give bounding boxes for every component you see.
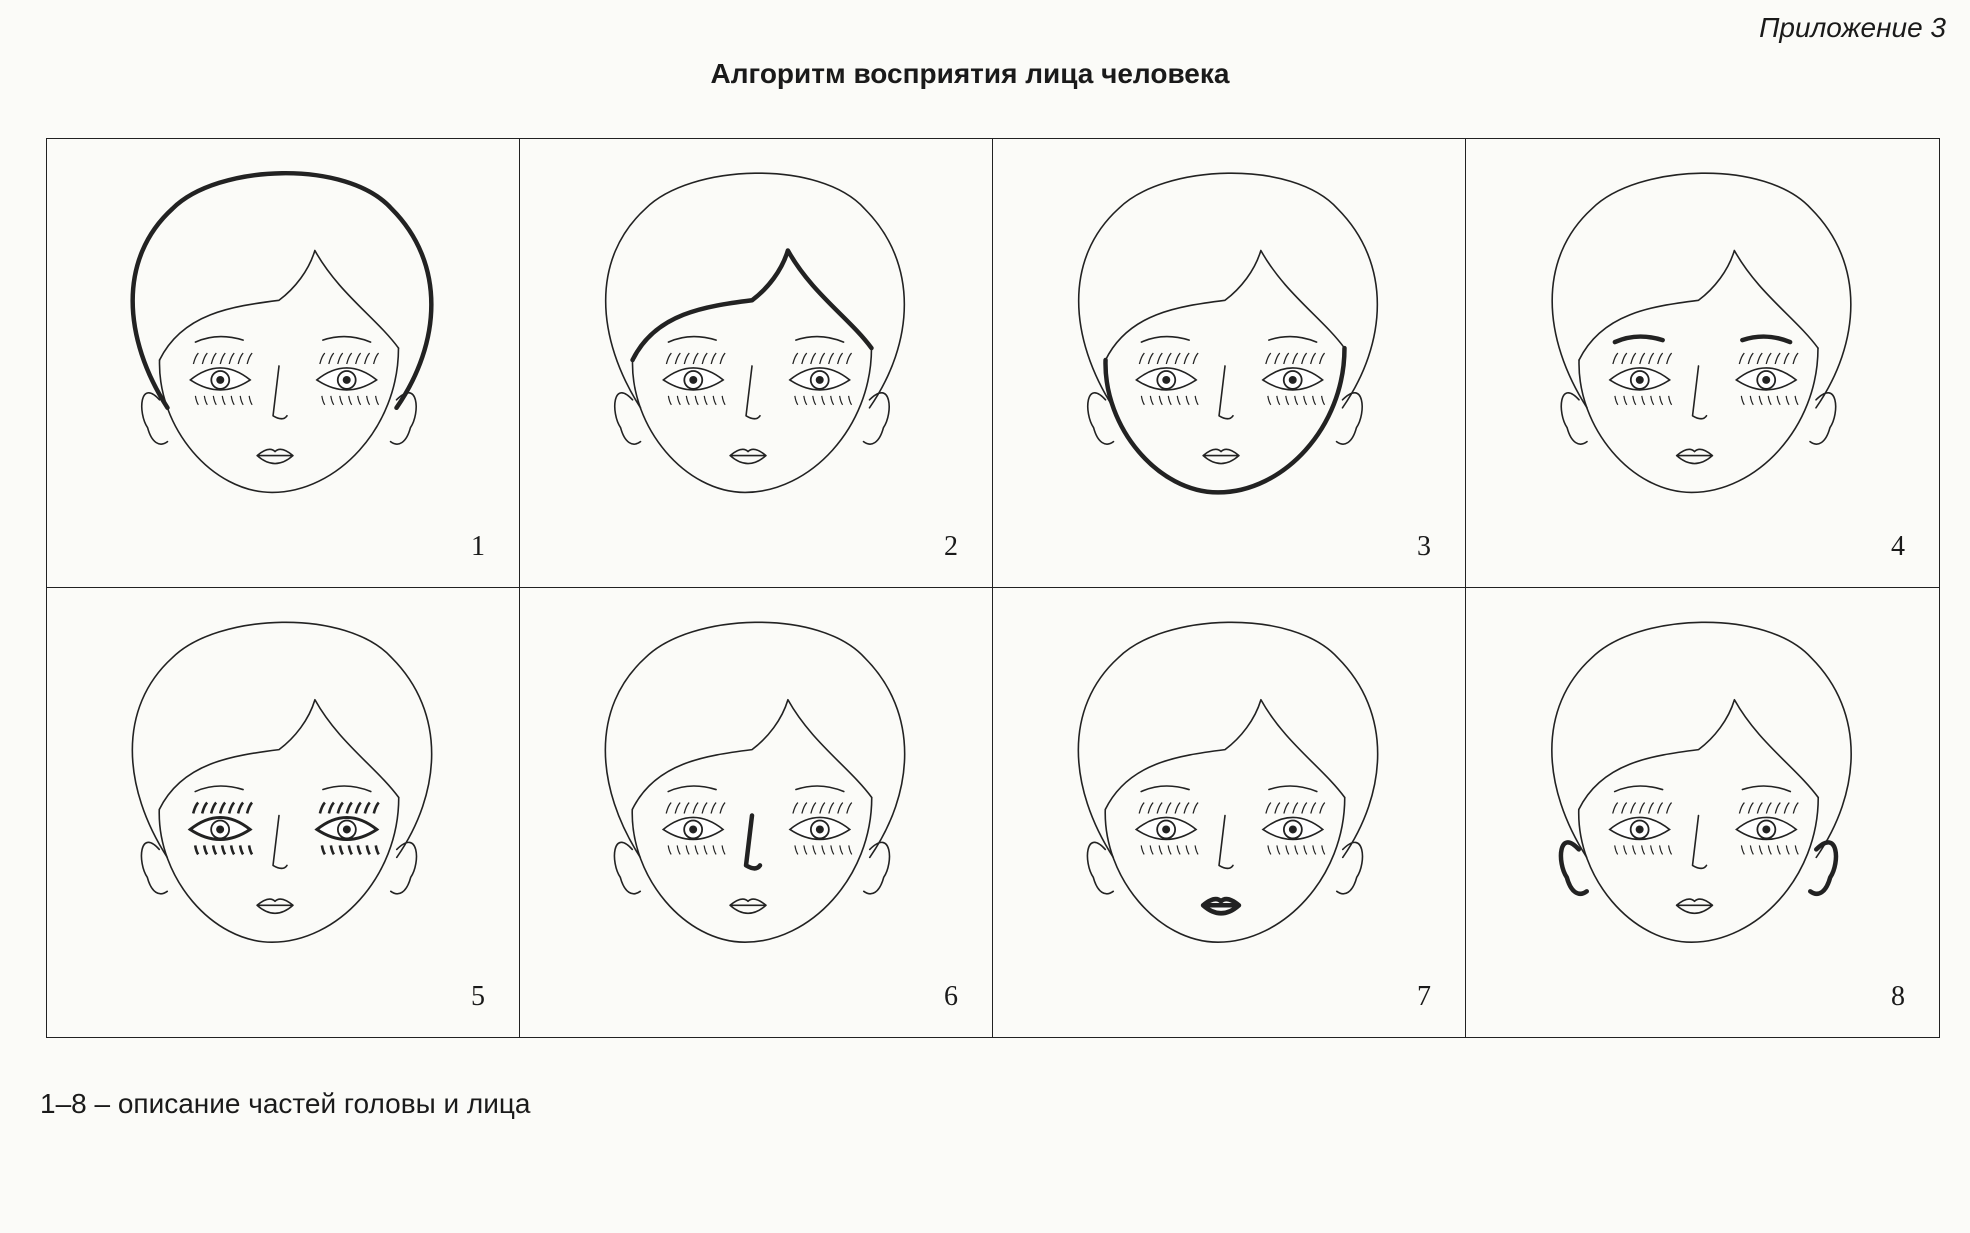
right-eye [317,803,379,855]
head-outline [133,173,432,408]
panel-3 [993,139,1466,588]
right-eye [790,803,852,855]
left-eyebrow [1141,786,1189,792]
nose [1219,366,1233,419]
right-eye [1736,353,1798,405]
head-outline [1079,173,1378,408]
nose [1219,815,1233,868]
left-eyebrow [668,337,716,343]
nose [273,815,287,868]
panel-8 [1466,588,1939,1037]
head-outline [1078,622,1377,857]
panel-4 [1466,139,1939,588]
left-eye [1136,803,1198,855]
left-eye [663,803,725,855]
right-eye [1263,803,1325,855]
nose [1693,366,1707,419]
left-eyebrow [668,786,716,792]
panel-1 [47,139,520,588]
head-outline [1552,173,1851,408]
left-eyebrow [1615,337,1663,343]
face-drawing [993,588,1465,1037]
hairline [1579,700,1818,810]
right-eye [1263,353,1325,405]
left-eyebrow [195,337,243,343]
right-ear [864,393,890,444]
panel-6 [520,588,993,1037]
left-eyebrow [1141,337,1189,343]
nose [746,815,760,868]
right-eyebrow [1742,786,1790,792]
panel-number: 6 [944,981,958,1012]
panel-number: 2 [944,531,958,562]
right-eye [790,353,852,405]
face-drawing [1466,139,1939,587]
page-title: Алгоритм восприятия лица человека [710,58,1230,89]
lips [257,449,293,463]
panel-7 [993,588,1466,1037]
head-outline [605,622,904,857]
left-eye [1610,803,1672,855]
right-eye [1736,803,1798,855]
nose [273,366,287,419]
hairline [632,700,871,810]
head-outline [1552,622,1851,857]
right-eyebrow [1269,786,1317,792]
left-eye [1136,353,1198,405]
panel-number: 8 [1891,981,1905,1012]
face-drawing [47,588,519,1037]
lips [730,449,766,463]
face-algorithm-grid [46,138,1940,1038]
panel-2 [520,139,993,588]
lips [1203,899,1239,913]
left-eye [190,353,252,405]
right-eyebrow [1269,337,1317,343]
panel-number: 3 [1417,531,1431,562]
right-ear [391,842,417,893]
head-outline [606,173,905,408]
left-eye [190,803,252,855]
face-drawing [520,139,992,587]
hairline [160,251,399,361]
right-ear [864,842,890,893]
face-drawing [1466,588,1939,1037]
right-eyebrow [796,786,844,792]
face-drawing [47,139,519,587]
right-eyebrow [1742,337,1790,343]
hairline [159,700,398,810]
panel-number: 4 [1891,531,1905,562]
panel-number: 7 [1417,981,1431,1012]
left-eyebrow [195,786,243,792]
face-drawing [520,588,992,1037]
panel-number: 5 [471,981,485,1012]
right-ear [1337,393,1363,444]
panel-number: 1 [471,531,485,562]
right-eyebrow [796,337,844,343]
right-ear [1810,393,1836,444]
hairline [1105,700,1344,810]
lips [1677,899,1713,913]
lips [1677,449,1713,463]
panel-5 [47,588,520,1037]
face-drawing [993,139,1465,587]
left-eye [1610,353,1672,405]
right-ear [1337,842,1363,893]
head-outline [132,622,431,857]
hairline [1106,251,1345,361]
lips [1203,449,1239,463]
left-eyebrow [1615,786,1663,792]
right-ear [1810,842,1836,893]
lips [257,899,293,913]
right-eye [317,353,379,405]
nose [746,366,760,419]
lips [730,899,766,913]
right-eyebrow [323,786,371,792]
caption: 1–8 – описание частей головы и лица [40,1088,531,1119]
nose [1693,815,1707,868]
right-eyebrow [323,337,371,343]
appendix-label: Приложение 3 [1759,12,1946,43]
hairline [633,251,872,361]
left-eye [663,353,725,405]
